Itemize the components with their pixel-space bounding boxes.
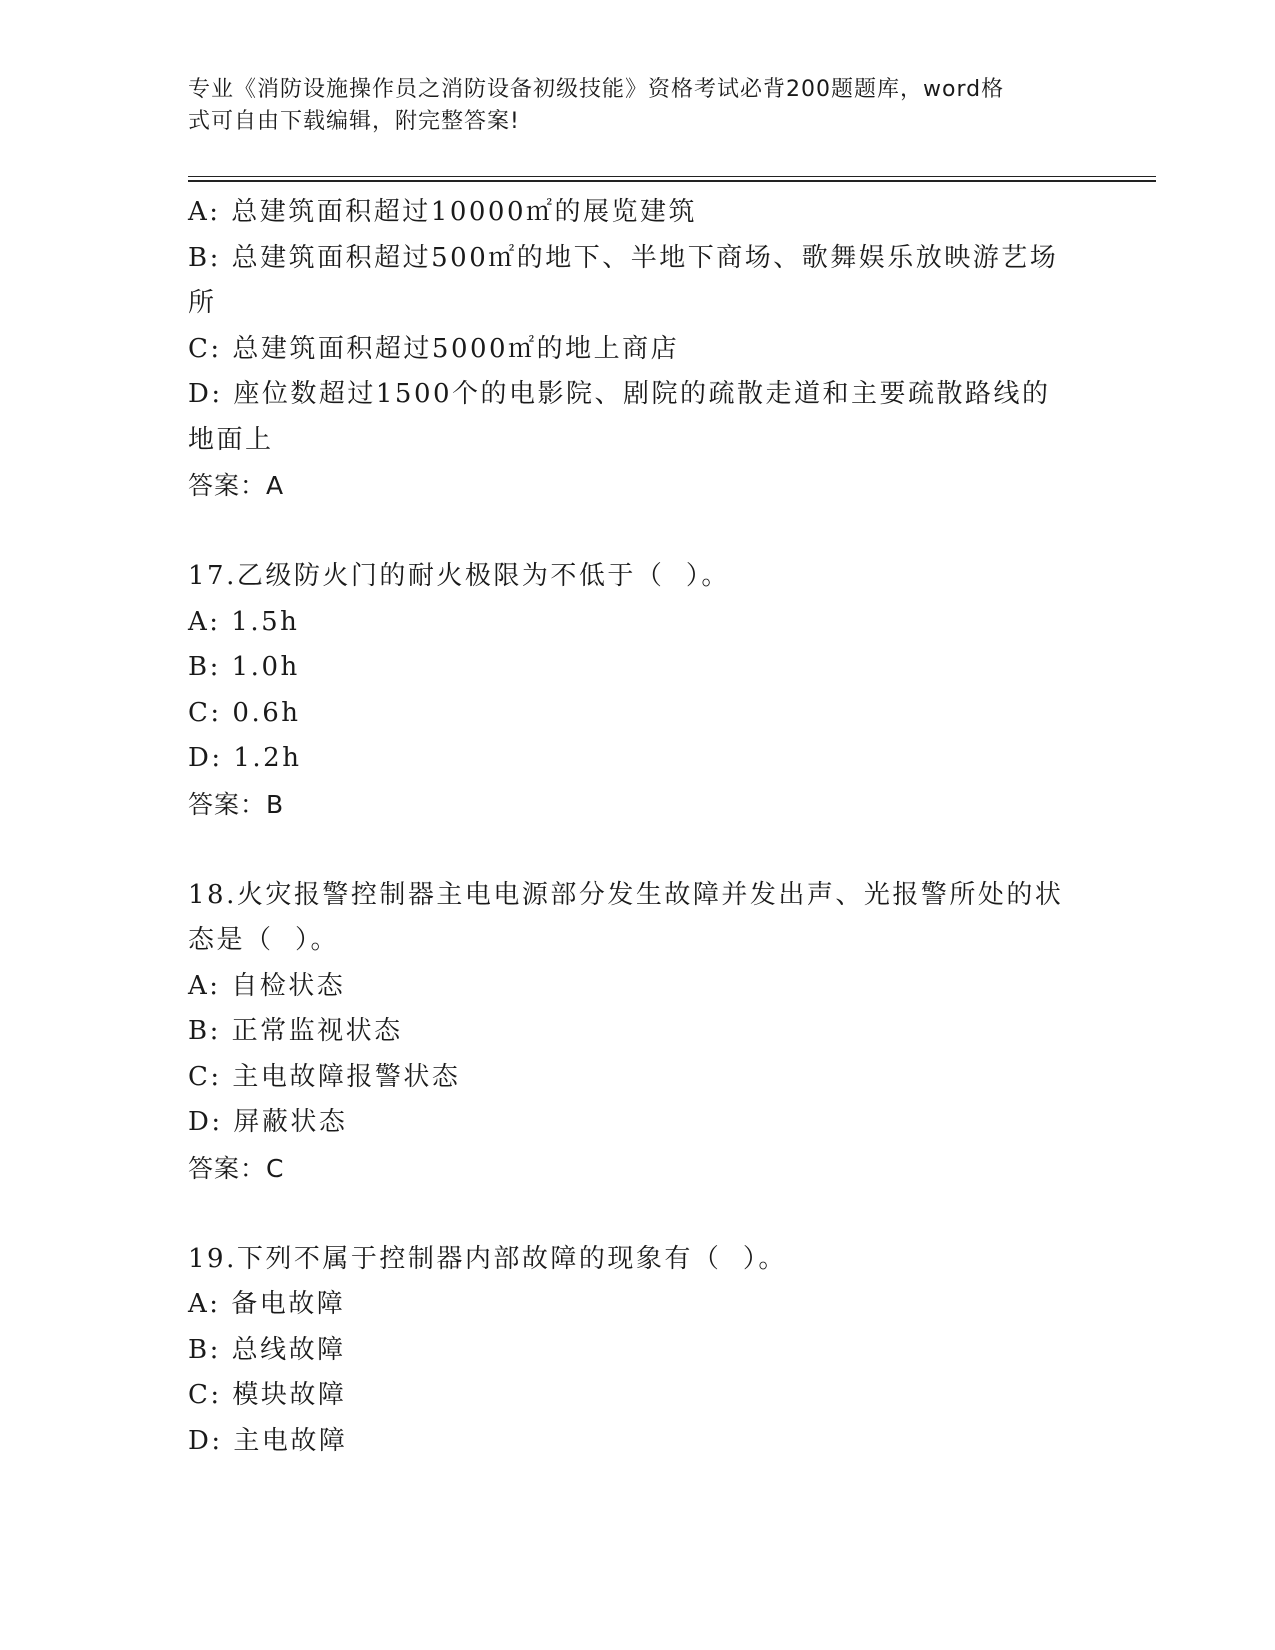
option-d: D: 主电故障 [188,1425,348,1456]
document-body [188,190,1078,1464]
option-b: B: 总线故障 [188,1334,346,1365]
option-d: D: 1.2h [188,743,302,773]
question-stem: 19.下列不属于控制器内部故障的现象有（ ）。 [188,1243,787,1274]
question-18 [188,873,1078,1192]
option-c: C: 总建筑面积超过5000㎡的地上商店 [188,333,680,364]
option-d: D: 屏蔽状态 [188,1107,348,1137]
question-17 [188,554,1078,827]
spacer [188,1191,1078,1237]
option-b: B: 1.0h [188,652,300,682]
option-d: D: 座位数超过1500个的电影院、剧院的疏散走道和主要疏散路线的 [188,379,1051,409]
option-a: A: 1.5h [188,606,300,637]
question-stem: 18.火灾报警控制器主电电源部分发生故障并发出声、光报警所处的状 [188,879,1064,910]
option-b: B: 正常监视状态 [188,1016,403,1046]
option-a: A: 备电故障 [188,1289,346,1319]
option-b-continued: 所 [188,288,217,318]
answer-text: 答案：C [188,1153,285,1183]
answer-text: 答案：A [188,471,285,500]
option-c: C: 主电故障报警状态 [188,1061,461,1092]
header-title-line-2: 式可自由下载编辑，附完整答案! [188,109,520,134]
document-header [188,74,1068,138]
spacer [188,509,1078,555]
spacer [188,827,1078,873]
header-divider-thick [188,180,1156,182]
question-19 [188,1237,1078,1465]
option-c: C: 模块故障 [188,1380,347,1410]
option-a: A: 自检状态 [188,970,346,1001]
option-a: A: 总建筑面积超过10000㎡的展览建筑 [188,197,698,227]
header-title-line-1: 专业《消防设施操作员之消防设备初级技能》资格考试必背200题题库，word格 [188,77,1005,102]
option-c: C: 0.6h [188,697,301,728]
option-d-continued: 地面上 [188,424,274,455]
question-16-continued [188,190,1078,509]
question-stem-continued: 态是（ ）。 [188,925,340,955]
answer-text: 答案：B [188,789,285,819]
option-b: B: 总建筑面积超过500㎡的地下、半地下商场、歌舞娱乐放映游艺场 [188,242,1059,273]
header-divider-thin [188,176,1156,177]
question-stem: 17.乙级防火门的耐火极限为不低于（ ）。 [188,561,730,591]
